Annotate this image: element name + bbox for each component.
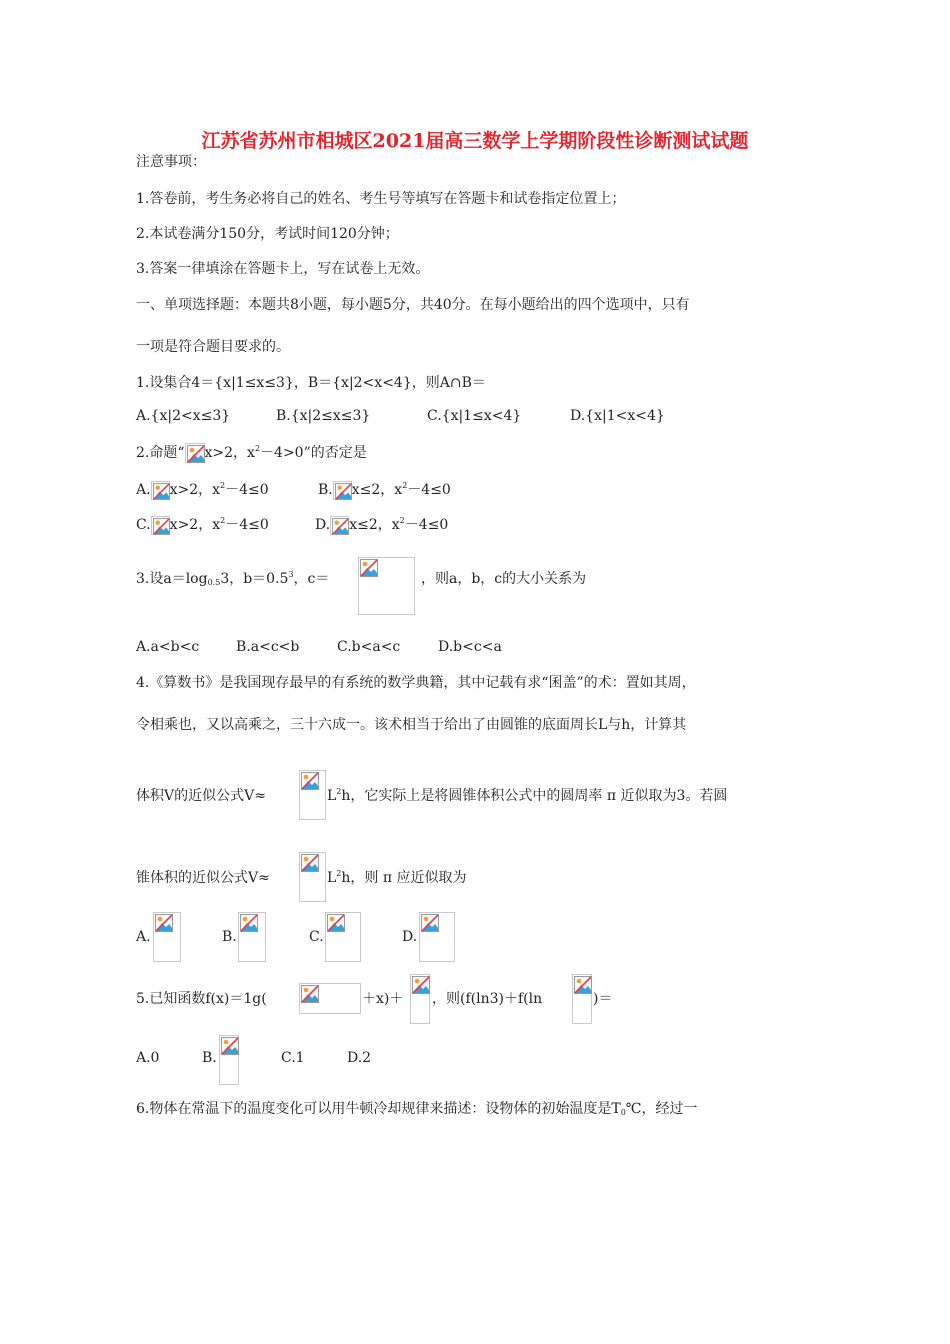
q4-l4-sup: 2 <box>336 869 342 878</box>
q5-option-b-label: B. <box>202 1050 217 1066</box>
broken-image-icon <box>151 481 170 500</box>
q6-sub: 0 <box>620 1108 626 1117</box>
q6-text-post: ℃，经过一 <box>625 1101 698 1117</box>
q2-option-b-text: x≤2，x <box>351 482 403 498</box>
q2-option-d-label: D. <box>315 517 331 533</box>
q2-stem-post: －4>0”的否定是 <box>260 445 367 461</box>
q4-option-a-label: A. <box>136 929 151 945</box>
q5-option-a: A.0 <box>136 1050 160 1066</box>
q2-option-a-sup: 2 <box>220 481 226 490</box>
q2-option-c-text: x>2，x <box>169 517 221 533</box>
question-4-line: 4.《算数书》是我国现存最早的有系统的数学典籍，其中记载有求“囷盖”的术：置如其周， <box>136 675 696 691</box>
notice-item: 2.本试卷满分150分，考试时间120分钟； <box>136 226 399 242</box>
q2-stem-mid: x>2，x <box>204 445 255 461</box>
question-4-line4-pre: 锥体积的近似公式V≈ <box>136 870 270 886</box>
q3-sub: 0.5 <box>207 578 221 587</box>
q2-stem-pre: 2.命题“ <box>136 445 185 461</box>
notice-item: 3.答案一律填涂在答题卡上，写在试卷上无效。 <box>136 261 430 277</box>
q4-option-c-label: C. <box>309 929 324 945</box>
section-heading: 一、单项选择题：本题共8小题，每小题5分，共40分。在每小题给出的四个选项中，只有 <box>136 297 690 313</box>
q2-option-b-tail: －4≤0 <box>407 482 451 498</box>
q4-l3-sup: 2 <box>336 787 342 796</box>
q4-option-d-label: D. <box>402 929 418 945</box>
q4-option-b-label: B. <box>222 929 237 945</box>
q1-option-c: C.{x|1≤x<4} <box>427 408 522 424</box>
q5-option-d: D.2 <box>347 1050 372 1066</box>
question-2-stem <box>136 443 367 463</box>
question-3-stem-a <box>136 569 329 589</box>
question-4-line3-pre: 体积V的近似公式V≈ <box>136 788 266 804</box>
q2-option-b-sup: 2 <box>402 481 408 490</box>
broken-image-icon <box>238 912 266 962</box>
broken-image-icon <box>299 770 326 820</box>
q2-sup: 2 <box>254 444 261 453</box>
broken-image-icon <box>153 912 181 962</box>
question-1-stem: 1.设集合4＝{x|1≤x≤3}，B＝{x|2<x<4}，则A∩B＝ <box>136 375 486 391</box>
question-5-stem-a: 5.已知函数f(x)＝1g( <box>136 991 267 1007</box>
question-4-line3-post <box>327 786 727 806</box>
q3-text-c: ，c＝ <box>293 571 330 587</box>
q2-option-b-label: B. <box>318 482 333 498</box>
question-5-stem-b: ＋x)＋ <box>362 991 404 1007</box>
document-title: 江苏省苏州市相城区2021届高三数学上学期阶段性诊断测试试题 <box>201 130 749 152</box>
notice-item: 1.答卷前，考生务必将自己的姓名、考生号等填写在答题卡和试卷指定位置上； <box>136 191 626 207</box>
q3-sup: 3 <box>288 570 294 579</box>
q2-option-c-sup: 2 <box>220 516 226 525</box>
q1-option-d: D.{x|1<x<4} <box>570 408 665 424</box>
q3-option-a: A.a<b<c <box>136 639 200 655</box>
broken-image-icon <box>325 912 361 962</box>
q6-text-pre: 6.物体在常温下的温度变化可以用牛顿冷却规律来描述：设物体的初始温度是T <box>136 1101 621 1117</box>
q2-option-b <box>318 479 451 500</box>
question-5-stem-d: )＝ <box>593 991 613 1007</box>
q2-option-c <box>136 514 269 535</box>
q1-option-b: B.{x|2≤x≤3} <box>276 408 371 424</box>
q3-text-a: 3.设a＝log <box>136 571 208 587</box>
broken-image-icon <box>333 481 352 500</box>
question-4-line4-post <box>327 868 467 888</box>
q2-option-c-tail: －4≤0 <box>225 517 269 533</box>
broken-image-icon <box>151 516 170 535</box>
broken-image-icon <box>299 983 361 1014</box>
q5-option-c: C.1 <box>281 1050 305 1066</box>
q2-option-a <box>136 479 269 500</box>
broken-image-icon <box>419 912 455 962</box>
q2-option-a-tail: －4≤0 <box>225 482 269 498</box>
q3-text-b: 3，b＝0.5 <box>220 571 289 587</box>
q2-option-d-tail: －4≤0 <box>404 517 449 533</box>
broken-image-icon <box>185 443 205 463</box>
question-3-stem-d: ，则a，b，c的大小关系为 <box>421 571 587 587</box>
q2-option-d-sup: 2 <box>399 516 405 525</box>
q3-option-d: D.b<c<a <box>438 639 502 655</box>
broken-image-icon <box>572 974 592 1024</box>
q4-l4-l: L <box>327 870 337 886</box>
section-heading-cont: 一项是符合题目要求的。 <box>136 339 290 355</box>
broken-image-icon <box>330 516 349 535</box>
broken-image-icon <box>219 1035 239 1085</box>
q4-l3-post: h，它实际上是将圆锥体积公式中的圆周率 π 近似取为3。若圆 <box>341 788 728 804</box>
q2-option-d-text: x≤2，x <box>349 517 400 533</box>
q2-option-c-label: C. <box>136 517 151 533</box>
broken-image-icon <box>299 852 326 902</box>
question-5-stem-c: ，则(f(ln3)＋f(ln <box>432 991 543 1007</box>
q3-option-c: C.b<a<c <box>337 639 401 655</box>
broken-image-icon <box>358 557 415 615</box>
question-6-line <box>136 1099 697 1119</box>
q3-option-b: B.a<c<b <box>236 639 300 655</box>
q1-option-a: A.{x|2<x≤3} <box>136 408 231 424</box>
q2-option-a-label: A. <box>136 482 151 498</box>
q2-option-a-text: x>2，x <box>169 482 220 498</box>
broken-image-icon <box>410 974 430 1024</box>
question-4-line: 令相乘也，又以高乘之，三十六成一。该术相当于给出了由圆锥的底面周长L与h，计算其 <box>136 717 687 733</box>
q4-l4-post: h，则 π 应近似取为 <box>341 870 467 886</box>
q2-option-d <box>315 514 448 535</box>
notice-heading: 注意事项： <box>136 154 206 170</box>
q4-l3-l: L <box>327 788 337 804</box>
